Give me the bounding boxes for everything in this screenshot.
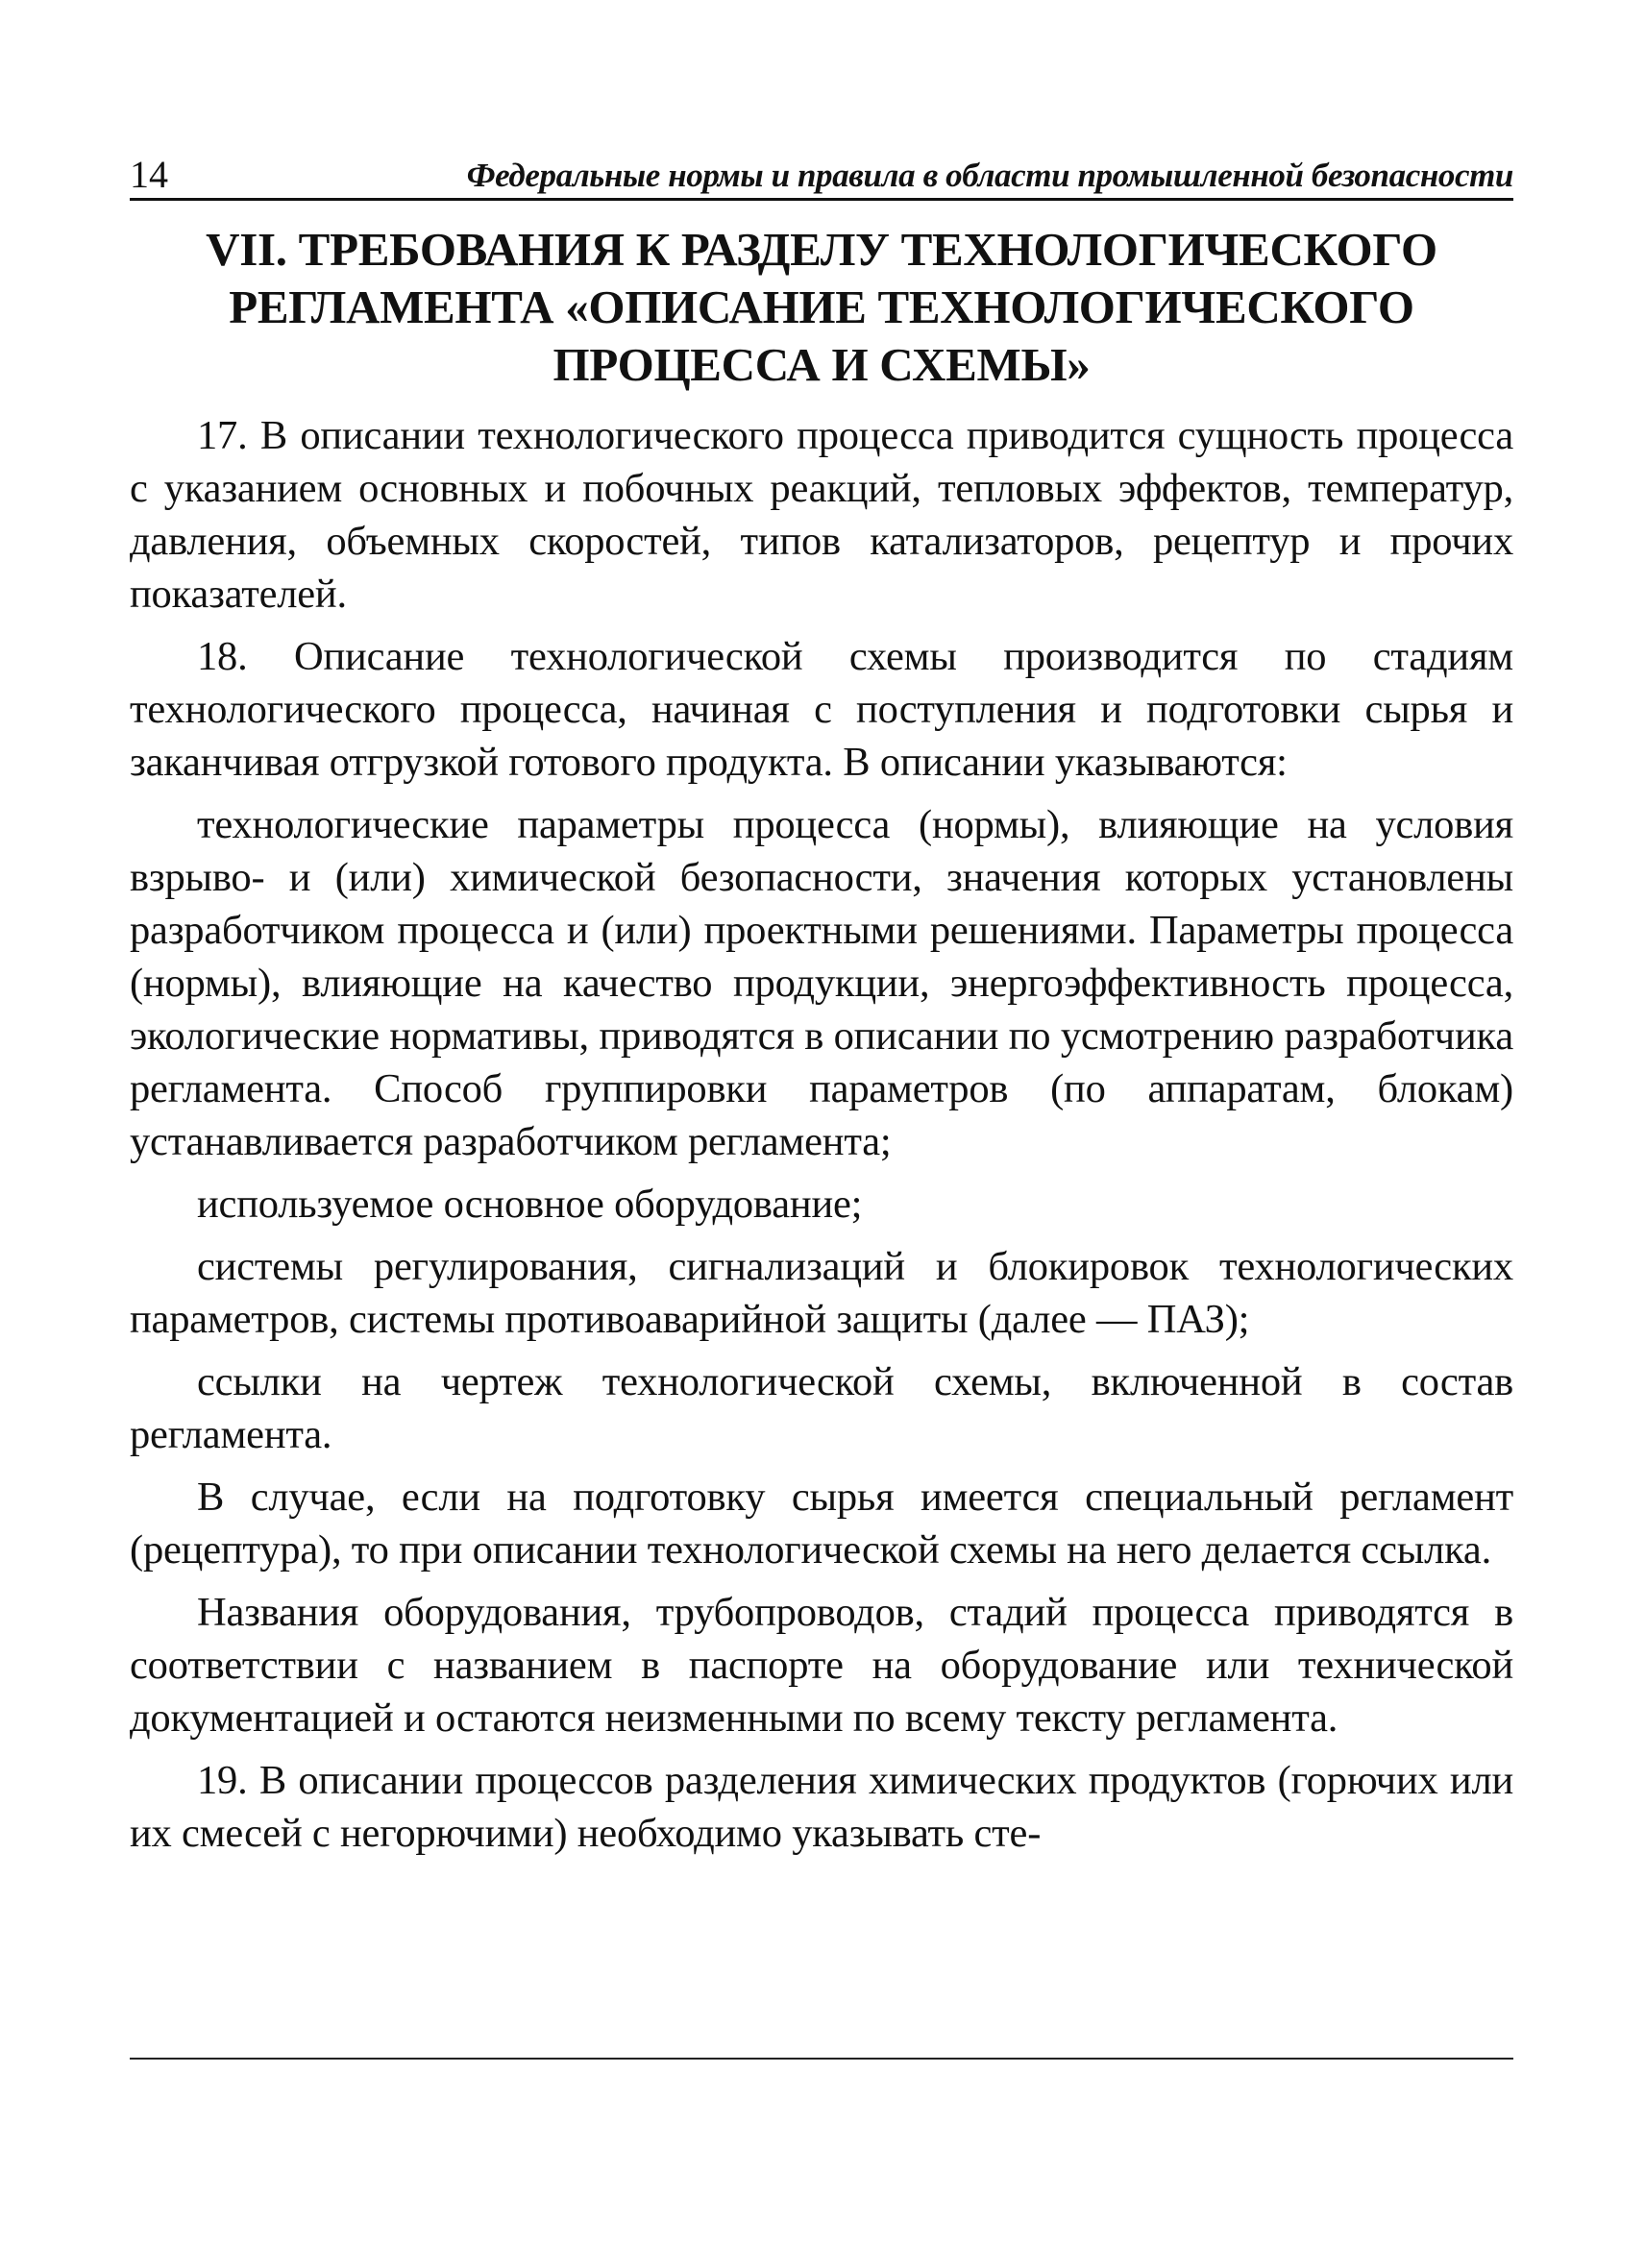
- paragraph-18: 18. Описание технологической схемы производится по стадиям технологического процесса, начиная с поступления и подготовки сырья и заканчивая отгрузкой готового продукта. В описании указываются:: [130, 634, 1513, 785]
- paragraph-equipment: используемое основное оборудование;: [197, 1182, 863, 1227]
- page-number: 14: [130, 153, 168, 196]
- footer-rule: [130, 2058, 1513, 2060]
- header-rule: [130, 198, 1513, 201]
- paragraph-raw-materials: В случае, если на подготовку сырья имеется специальный регламент (рецептура), то при описании технологической схемы на него делается ссылка.: [130, 1475, 1513, 1573]
- section-title: [130, 221, 1513, 394]
- paragraph-drawing-links: ссылки на чертеж технологической схемы, включенной в состав регламента.: [130, 1359, 1513, 1457]
- paragraph-parameters: технологические параметры процесса (нормы), влияющие на условия взрыво- и (или) химической безопасности, значения которых установлены разработчиком процесса и (или) проектными решениями. Параметры процесса (нормы), влияющие на качество продукции, энергоэффективность процесса, экологические нормативы, приводятся в описании по усмотрению разработчика регламента. Способ группировки параметров (по аппаратам, блокам) устанавливается разработчиком регламента;: [130, 802, 1513, 1164]
- section-title-line: РЕГЛАМЕНТА «ОПИСАНИЕ ТЕХНОЛОГИЧЕСКОГО: [229, 280, 1414, 333]
- page-header: [130, 142, 1513, 200]
- paragraph-control-systems: системы регулирования, сигнализаций и блокировок технологических параметров, системы противоаварийной защиты (далее — ПАЗ);: [130, 1244, 1513, 1342]
- body-text: [130, 409, 1513, 1869]
- running-title: Федеральные нормы и правила в области промышленной безопасности: [466, 157, 1513, 194]
- section-title-line: ПРОЦЕССА И СХЕМЫ»: [552, 338, 1091, 391]
- paragraph-17: 17. В описании технологического процесса приводится сущность процесса с указанием основных и побочных реакций, тепловых эффектов, температур, давления, объемных скоростей, типов катализаторов, рецептур и прочих показателей.: [130, 413, 1513, 617]
- paragraph-naming: Названия оборудования, трубопроводов, стадий процесса приводятся в соответствии с названием в паспорте на оборудование или технической документацией и остаются неизменными по всему тексту регламента.: [130, 1590, 1513, 1741]
- paragraph-19: 19. В описании процессов разделения химических продуктов (горючих или их смесей с негорючими) необходимо указывать сте-: [130, 1758, 1513, 1856]
- section-title-line: VII. ТРЕБОВАНИЯ К РАЗДЕЛУ ТЕХНОЛОГИЧЕСКОГО: [206, 223, 1437, 276]
